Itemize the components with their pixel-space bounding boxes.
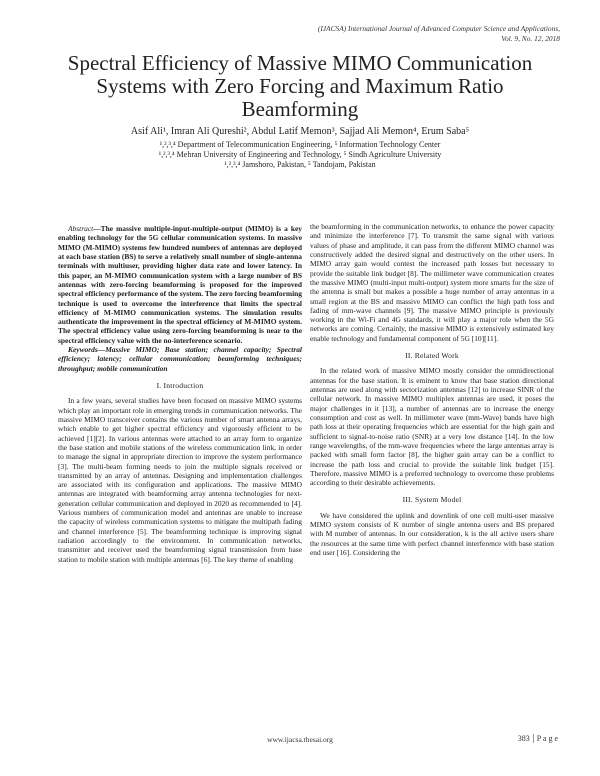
abstract — [58, 224, 302, 345]
introduction-text: In a few years, several studies have been focused on massive MIMO systems which play an important role in emerging trends in communication networks. The massive MIMO transceiver contains the various number of smart antenna arrays, which enable to get higher spectral efficiency and vigorously efficient to be achieved [1][2]. In various antennas were attached to an array form to organize the base station and mobile stations of the wireless communication link, in order to manage the signal in appropriate direction to improve the system performance [3]. The multi-beam forming needs to join the multiple signals received or transmitted by an array of antennas. Designing and implementation challenges are associated with its configuration and applications. The massive MIMO antennas are integrated with beamforming array antenna technologies for next-generation cellular communication and deployed in 2020 as recommended to [4]. Various numbers of communication model and antennas are unable to increase the capacity of wireless communication systems to mitigate the multipath fading and channel interference [5]. The beamforming technique is improving signal radiation accordingly to the environment. In communication networks, transmitter and receiver used the beamforming signal transmission from base station to mobile station with multiple antennas [6]. The key theme of enabling — [58, 396, 302, 564]
section-heading-system-model: III. System Model — [402, 495, 462, 505]
system-model-text: We have considered the uplink and downlink of one cell multi-user massive MIMO system consists of K number of single antenna users and BS prepared with M number of antennas. In our consideration, k is the all active users share the resources at the same time with perfect channel interference with base station end user [16]. Considering the — [310, 510, 554, 557]
divider — [533, 734, 534, 743]
abstract-label: Abstract — [68, 224, 94, 233]
keywords: Keywords—Massive MIMO; Base station; channel capacity; Spectral efficiency; latency; cellular communication; beamforming techniques; throughput; mobile communication — [58, 345, 302, 373]
left-column — [58, 224, 302, 564]
affiliation-line: ¹,²,³,⁴ Department of Telecommunication Engineering, ⁵ Information Technology Center — [159, 140, 441, 149]
section-heading-related-work: II. Related Work — [405, 351, 459, 361]
affiliations — [40, 140, 560, 171]
abstract-text: —The massive multiple-input-multiple-output (MIMO) is a key enabling technology for the 5G cellular communication systems. In massive MIMO (M-MIMO) systems few hundred numbers of antennas are deployed at each base station (BS) to serve a relatively small number of single-antenna terminals with multiuser, providing higher data rate and lower latency. In this paper, an M-MIMO communication system with a large number of BS antennas with zero-forcing beamforming is proposed for the improved spectral efficiency performance of the system. The zero forcing beamforming technique is used to overcome the interference that limits the spectral efficiency of M-MIMO communication systems. The simulation results authenticate the improvement in the spectral efficiency of M-MIMO system. The spectral efficiency value using zero-forcing beamforming is near to the spectral efficiency value with the no-interference scenario. — [58, 224, 302, 345]
affiliation-line: ¹,²,³,⁴ Jamshoro, Pakistan, ⁵ Tandojam, Pakistan — [224, 160, 376, 170]
page-label: P a g e — [536, 734, 558, 743]
journal-name: (IJACSA) International Journal of Advanced Computer Science and Applications, — [317, 24, 560, 33]
right-column — [310, 222, 554, 557]
related-work-text: In the related work of massive MIMO mostly consider the omnidirectional antennas for the base station. It is eminent to know that base station directional antennas are used along with sectorization antennas [12] to increase SINR of the cellular network. In massive MIMO multiplex antennas are used, it poses the major challenges in it [13], a number of antennas are to increase the energy consumption and cost as well. In millimeter wave (mm-Wave) bands have high path loss at their operating frequencies which are essential for the high gain and sufficient to signal-to-noise ratio (SNR) at a very low distance [14]. In the low range wavelengths, of the mm-wave frequencies where the large antennas array is packed with small form factor [8], the higher gain array can be a conflict to increase the path loss and crucial to provide the suitable link budget [15]. Therefore, massive MIMO is a preferred technology to overcome these problems according to their desirable achievements. — [310, 366, 554, 488]
footer-url: www.ijacsa.thesai.org — [267, 735, 333, 744]
affiliation-line: ¹,²,³,⁴ Mehran University of Engineering and Technology, ⁵ Sindh Agriculture University — [158, 150, 442, 160]
page-number — [518, 734, 558, 743]
introduction-continued: the beamforming in the communication networks, to enhance the power capacity and minimize the interference [7]. To transmit the same signal with various values of phase and amplitude, it can pass from the different MIMO channel was constructively added the desired signal and destructively on the other users. In MIMO array gain would contest the increased path losses but necessary to provide the suitable link budget [8]. The millimeter wave communication creates the massive MIMO (multi-input multi-output) system more smarts for the size of the antenna is small but makes a possible a huge number of array antennas in a small region at the BS and massive MIMO can conflict the high path loss and fading of mm-wave channels [9]. The massive MIMO principle is previously working in the Wi-Fi and 4G standards, it will play a major role when the 5G networks are coming. Certainly, the massive MIMO is extensively estimated key enable technology and fundamental component of 5G [10][11]. — [310, 222, 554, 343]
journal-volume: Vol. 9, No. 12, 2018 — [501, 33, 560, 43]
page-number-value: 383 — [517, 734, 530, 743]
author-list: Asif Ali¹, Imran Ali Qureshi², Abdul Latif Memon³, Sajjad Ali Memon⁴, Erum Saba⁵ — [130, 126, 470, 137]
paper-title: Spectral Efficiency of Massive MIMO Communication Systems with Zero Forcing and Maximum Ratio Beamforming — [67, 51, 533, 121]
section-heading-introduction: I. Introduction — [156, 381, 204, 390]
journal-header — [200, 24, 560, 43]
